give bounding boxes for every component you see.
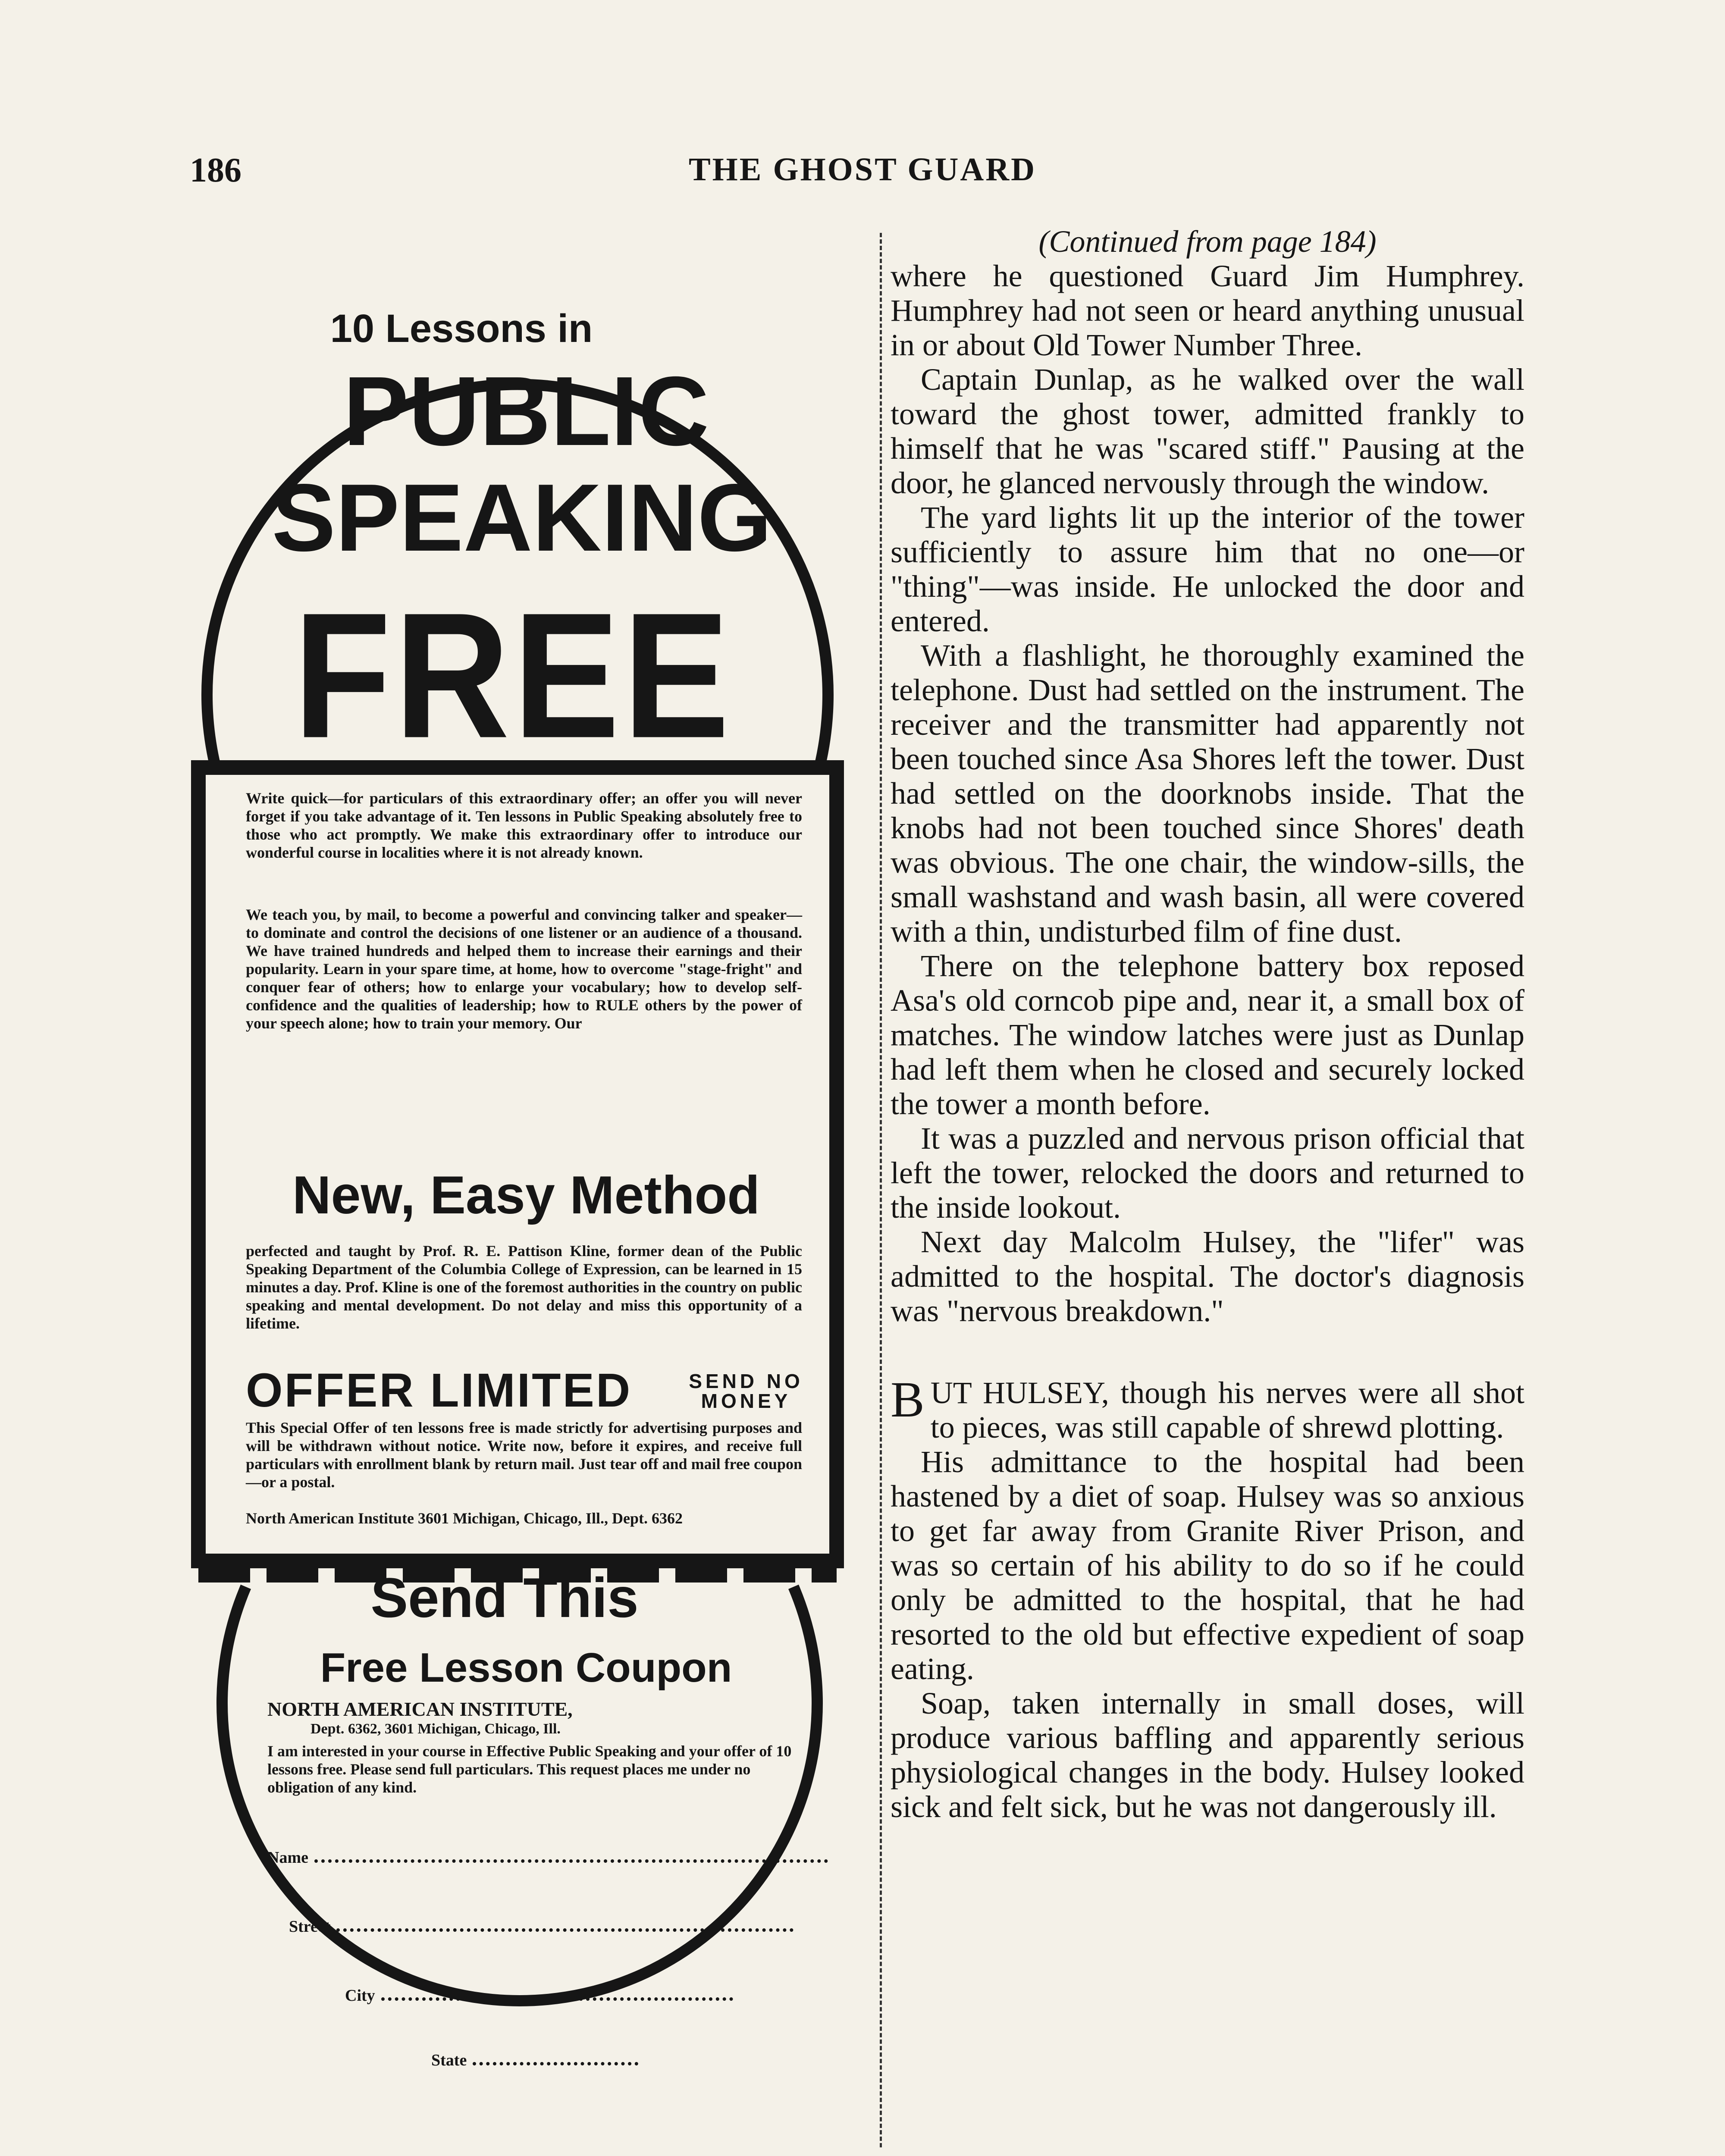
city-label: City xyxy=(345,1987,375,2005)
ad-headline-free: FREE xyxy=(293,576,733,775)
state-line[interactable] xyxy=(473,2062,638,2065)
dropcap-paragraph-text: UT HULSEY, though his nerves were all shot to pieces, was still capable of shrewd plotting. xyxy=(930,1376,1524,1445)
article-paragraph: where he questioned Guard Jim Humphrey. Humphrey had not seen or heard anything unusual in or about Old Tower Number Three. xyxy=(891,259,1524,362)
coupon-subtitle: Free Lesson Coupon xyxy=(320,1645,732,1691)
article-paragraph: Soap, taken internally in small doses, will produce various baffling and apparently serious physiological changes in the body. Hulsey looked sick and felt sick, but he was not dangerously ill. xyxy=(891,1686,1524,1824)
ad-send-no-money xyxy=(681,1371,811,1411)
article-paragraph: The yard lights lit up the interior of the tower sufficiently to assure him that no one—or "thing"—was inside. He unlocked the door and entered. xyxy=(891,500,1524,638)
column-rule xyxy=(880,233,882,2147)
coupon-street-field[interactable] xyxy=(289,1910,794,1936)
ad-method-heading: New, Easy Method xyxy=(292,1166,760,1225)
ad-body-text: We teach you, by mail, to become a powerful and convincing talker and speaker—to dominate and control the decisions of one listener or an audience of a thousand. We have trained hundreds and helped them to increase their earnings and their popularity. Learn in your spare time, at home, how to overcome "stage-fright" and conquer fear of others; how to enlarge your vocabulary; how to develop self-confidence and the qualities of leadership; how to RULE others by the power of your speech alone; how to train your memory. Our xyxy=(246,906,802,1032)
article-paragraph: Captain Dunlap, as he walked over the wall toward the ghost tower, admitted frankly to himself that he was "scared stiff." Pausing at the door, he glanced nervously through the window. xyxy=(891,362,1524,500)
article-paragraph: With a flashlight, he thoroughly examined the telephone. Dust had settled on the instrument. The receiver and the transmitter had apparently not been touched since Asa Shores left the tower. Dust had settled on the doorknobs inside. That the knobs had not been touched since Shores' death was obvious. The one chair, the window-sills, the small washstand and wash basin, all were covered with a thin, undisturbed film of fine dust. xyxy=(891,638,1524,949)
coupon-name-field[interactable] xyxy=(267,1841,828,1867)
coupon-text: I am interested in your course in Effective Public Speaking and your offer of 10 lessons free. Please send full particulars. This request places me under no obligation of any kind. xyxy=(267,1742,792,1796)
name-label: Name xyxy=(267,1849,308,1867)
name-line[interactable] xyxy=(314,1859,828,1863)
send-no-label: SEND NO xyxy=(689,1370,803,1392)
street-label: Street xyxy=(289,1918,331,1936)
article-paragraph: Next day Malcolm Hulsey, the "lifer" was admitted to the hospital. The doctor's diagnosis was "nervous breakdown." xyxy=(891,1225,1524,1328)
drop-cap: B xyxy=(891,1371,925,1428)
ad-address-line: North American Institute 3601 Michigan, Chicago, Ill., Dept. 6362 xyxy=(246,1510,683,1527)
state-label: State xyxy=(431,2051,467,2069)
ad-kicker: 10 Lessons in xyxy=(330,307,593,351)
coupon-state-field[interactable] xyxy=(431,2044,638,2070)
ad-headline-speaking: SPEAKING xyxy=(272,464,772,571)
public-speaking-ad xyxy=(181,207,854,2147)
money-label: MONEY xyxy=(701,1390,791,1412)
continued-note: (Continued from page 184) xyxy=(1038,224,1377,259)
article-paragraph: There on the telephone battery box reposed Asa's old corncob pipe and, near it, a small box of matches. The window latches were just as Dunlap had left them when he closed and securely locked the tower a month before. xyxy=(891,949,1524,1121)
ad-headline-public: PUBLIC xyxy=(343,357,709,466)
coupon-org: NORTH AMERICAN INSTITUTE, xyxy=(267,1698,573,1720)
article-paragraph: His admittance to the hospital had been hastened by a diet of soap. Hulsey was so anxious to get far away from Granite River Prison, and was so certain of his ability to do so if he could only be admitted to the hospital, that he had resorted to the old but effective expedient of soap eating. xyxy=(891,1445,1524,1686)
coupon-city-field[interactable] xyxy=(345,1979,733,2005)
ad-body-text: Write quick—for particulars of this extraordinary offer; an offer you will never forget if you take advantage of it. Ten lessons in Public Speaking absolutely free to those who act promptly. We make this extraordinary offer to introduce our wonderful course in localities where it is not already known. xyxy=(246,790,802,861)
ad-body-text: perfected and taught by Prof. R. E. Pattison Kline, former dean of the Public Speaking Department of the Columbia College of Expression, can be learned in 15 minutes a day. Prof. Kline is one of the foremost authorities in the country on public speaking and mental development. Do not delay and miss this opportunity of a lifetime. xyxy=(246,1242,802,1332)
article-paragraph: It was a puzzled and nervous prison official that left the tower, relocked the doors and returned to the inside lookout. xyxy=(891,1121,1524,1225)
section-break xyxy=(891,1328,1524,1376)
coupon-org-address: Dept. 6362, 3601 Michigan, Chicago, Ill. xyxy=(310,1721,561,1737)
ad-offer-heading: OFFER LIMITED xyxy=(246,1364,632,1417)
article-column xyxy=(891,224,1524,1824)
city-line[interactable] xyxy=(381,1997,733,2001)
page-number: 186 xyxy=(190,151,242,189)
street-line[interactable] xyxy=(336,1928,794,1932)
dropcap-paragraph xyxy=(891,1371,1524,1445)
coupon-title: Send This xyxy=(370,1566,639,1629)
ad-body-text: This Special Offer of ten lessons free is made strictly for advertising purposes and will be withdrawn without notice. Write now, before it expires, and receive full particulars with enrollment blank by return mail. Just tear off and mail free coupon—or a postal. xyxy=(246,1419,802,1491)
running-title: THE GHOST GUARD xyxy=(688,151,1037,188)
